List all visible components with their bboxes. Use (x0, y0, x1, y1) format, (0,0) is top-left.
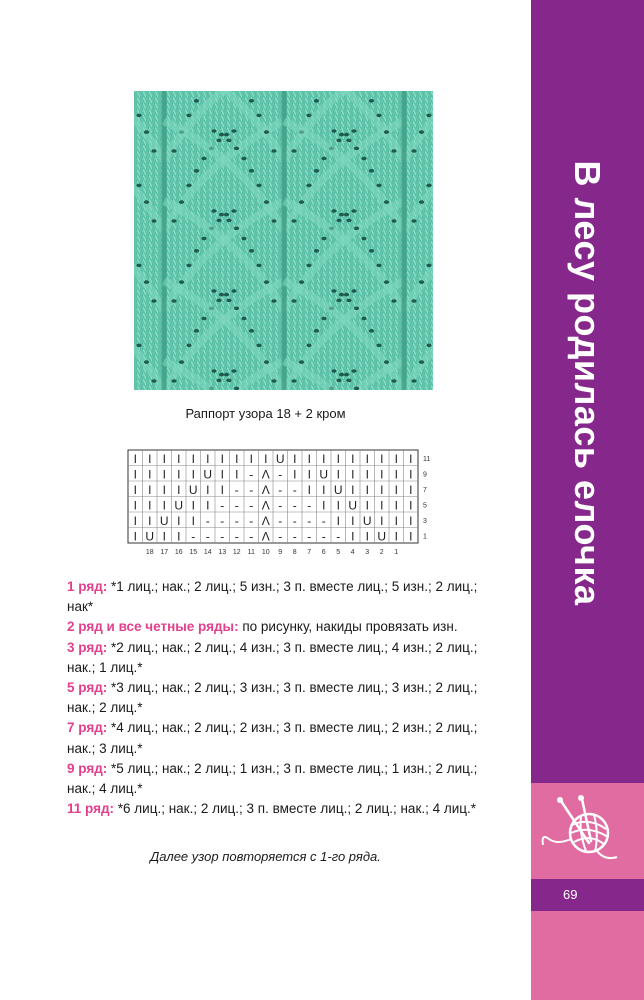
yarn-over-stitch: U (377, 529, 387, 544)
purl-stitch: - (292, 498, 297, 513)
knit-three-together-stitch: Λ (261, 498, 270, 513)
row-instruction: 7 ряд: *4 лиц.; нак.; 2 лиц.; 2 изн.; 3 п. вместе лиц.; 2 изн.; 2 лиц.; нак.; 3 лиц.* (67, 720, 478, 756)
knit-stitch: I (220, 467, 224, 482)
sidebar-title-band (531, 0, 644, 783)
knit-stitch: I (394, 451, 398, 466)
knit-stitch: I (351, 451, 355, 466)
knit-stitch: I (162, 529, 166, 544)
knit-stitch: I (191, 467, 195, 482)
row-instruction: 9 ряд: *5 лиц.; нак.; 2 лиц.; 1 изн.; 3 п. вместе лиц.; 1 изн.; 2 лиц.; нак.; 4 лиц.* (67, 760, 478, 797)
knit-stitch: I (365, 529, 369, 544)
knit-stitch: I (307, 467, 311, 482)
knit-stitch: I (133, 467, 137, 482)
knit-stitch: I (177, 451, 181, 466)
knit-stitch: I (351, 529, 355, 544)
knit-stitch: I (322, 498, 326, 513)
column-number: 13 (218, 549, 227, 556)
purl-stitch: - (307, 513, 312, 528)
knit-stitch: I (409, 482, 413, 497)
purl-stitch: - (249, 513, 254, 528)
column-number: 12 (232, 549, 241, 556)
yarn-over-stitch: U (362, 513, 372, 528)
row-number: 1 (423, 533, 427, 541)
yarn-over-stitch: U (275, 451, 285, 466)
knit-stitch: I (409, 529, 413, 544)
purl-stitch: - (278, 498, 283, 513)
knit-stitch: I (394, 513, 398, 528)
knit-stitch: I (293, 467, 297, 482)
purl-stitch: - (292, 513, 297, 528)
knit-stitch: I (133, 529, 137, 544)
purl-stitch: - (292, 482, 297, 497)
knit-stitch: I (394, 529, 398, 544)
page-number: 69 (531, 879, 644, 911)
purl-stitch: - (292, 529, 297, 544)
purl-stitch: - (249, 482, 254, 497)
knit-stitch: I (133, 498, 137, 513)
knit-stitch: I (148, 513, 152, 528)
knit-stitch: I (177, 482, 181, 497)
knit-stitch: I (394, 482, 398, 497)
knit-stitch: I (162, 498, 166, 513)
yarn-over-stitch: U (333, 482, 343, 497)
row-instruction: 3 ряд: *2 лиц.; нак.; 2 лиц.; 4 изн.; 3 п. вместе лиц.; 4 изн.; 2 лиц.; нак.; 1 лиц.* (67, 639, 478, 675)
knit-stitch: I (133, 513, 137, 528)
knit-stitch: I (148, 451, 152, 466)
row-instruction: 2 ряд и все четные ряды: по рисунку, накиды провязать изн. (67, 619, 458, 635)
yarn-over-stitch: U (145, 529, 155, 544)
knit-stitch: I (380, 513, 384, 528)
knit-stitch: I (336, 498, 340, 513)
knit-stitch: I (206, 482, 210, 497)
knit-stitch: I (351, 513, 355, 528)
row-instruction: 11 ряд: *6 лиц.; нак.; 2 лиц.; 3 п. вместе лиц.; 2 лиц.; нак.; 4 лиц.* (67, 801, 477, 817)
knit-stitch: I (191, 498, 195, 513)
sidebar (531, 0, 644, 1000)
purl-stitch: - (234, 529, 239, 544)
knit-stitch: I (394, 498, 398, 513)
purl-stitch: - (278, 467, 283, 482)
knit-stitch: I (191, 513, 195, 528)
purl-stitch: - (234, 513, 239, 528)
knit-stitch: I (365, 498, 369, 513)
purl-stitch: - (205, 513, 210, 528)
purl-stitch: - (321, 529, 326, 544)
column-number: 4 (350, 549, 355, 556)
knitting-chart (124, 447, 436, 565)
knit-three-together-stitch: Λ (261, 467, 270, 482)
knit-stitch: I (162, 467, 166, 482)
row-instruction: 5 ряд: *3 лиц.; нак.; 2 лиц.; 3 изн.; 3 п. вместе лиц.; 3 изн.; 2 лиц.; нак.; 2 лиц.* (67, 680, 478, 716)
yarn-over-stitch: U (203, 467, 213, 482)
knit-stitch: I (307, 451, 311, 466)
purl-stitch: - (278, 529, 283, 544)
column-number: 11 (247, 549, 255, 556)
row-number: 3 (423, 517, 427, 525)
column-number: 8 (292, 549, 297, 556)
purl-stitch: - (336, 529, 341, 544)
purl-stitch: - (321, 513, 326, 528)
knit-stitch: I (365, 482, 369, 497)
purl-stitch: - (205, 529, 210, 544)
knit-stitch: I (365, 451, 369, 466)
purl-stitch: - (191, 529, 196, 544)
knit-stitch: I (380, 498, 384, 513)
knit-stitch: I (220, 482, 224, 497)
knit-stitch: I (191, 451, 195, 466)
page-title: В лесу родилась елочка (567, 160, 608, 606)
knit-stitch: I (336, 451, 340, 466)
purl-stitch: - (220, 513, 225, 528)
row-number: 5 (423, 502, 427, 510)
knit-stitch: I (264, 451, 268, 466)
column-number: 14 (203, 549, 212, 556)
knit-stitch: I (148, 467, 152, 482)
column-number: 6 (321, 549, 326, 556)
knit-stitch: I (235, 467, 239, 482)
purl-stitch: - (249, 529, 254, 544)
column-number: 2 (379, 549, 384, 556)
column-number: 17 (160, 549, 169, 556)
purl-stitch: - (307, 498, 312, 513)
purl-stitch: - (234, 482, 239, 497)
knit-stitch: I (133, 482, 137, 497)
knit-stitch: I (380, 467, 384, 482)
knit-stitch: I (177, 467, 181, 482)
purl-stitch: - (249, 498, 254, 513)
knit-stitch: I (293, 451, 297, 466)
knit-stitch: I (235, 451, 239, 466)
column-number: 1 (394, 549, 399, 556)
row-number: 7 (423, 486, 427, 494)
knit-stitch: I (351, 482, 355, 497)
yarn-over-stitch: U (188, 482, 198, 497)
knit-stitch: I (394, 467, 398, 482)
column-number: 16 (174, 549, 183, 556)
knit-three-together-stitch: Λ (261, 513, 270, 528)
purl-stitch: - (220, 529, 225, 544)
knit-stitch: I (380, 482, 384, 497)
knit-stitch: I (249, 451, 253, 466)
row-instruction: 1 ряд: *1 лиц.; нак.; 2 лиц.; 5 изн.; 3 п. вместе лиц.; 5 изн.; 2 лиц.; нак* (67, 579, 478, 615)
knit-stitch: I (162, 482, 166, 497)
knit-stitch: I (133, 451, 137, 466)
knitting-sample-photo (134, 91, 433, 390)
knit-stitch: I (162, 451, 166, 466)
knit-stitch: I (322, 482, 326, 497)
knit-stitch: I (206, 451, 210, 466)
knit-three-together-stitch: Λ (261, 529, 270, 544)
knit-stitch: I (220, 451, 224, 466)
column-number: 15 (189, 549, 198, 556)
purl-stitch: - (307, 529, 312, 544)
purl-stitch: - (278, 482, 283, 497)
knit-stitch: I (336, 513, 340, 528)
knit-stitch: I (351, 467, 355, 482)
purl-stitch: - (234, 498, 239, 513)
knit-stitch: I (177, 529, 181, 544)
column-number: 18 (145, 549, 154, 556)
knit-stitch: I (336, 467, 340, 482)
column-number: 10 (261, 549, 270, 556)
column-number: 3 (365, 549, 370, 556)
repeat-note: Далее узор повторяется с 1-го ряда. (150, 849, 381, 864)
knit-stitch: I (148, 482, 152, 497)
purl-stitch: - (220, 498, 225, 513)
yarn-over-stitch: U (174, 498, 184, 513)
knit-stitch: I (307, 482, 311, 497)
column-number: 9 (278, 549, 283, 556)
knit-stitch: I (409, 498, 413, 513)
knit-stitch: I (322, 451, 326, 466)
yarn-over-stitch: U (348, 498, 358, 513)
purl-stitch: - (278, 513, 283, 528)
column-number: 5 (336, 549, 341, 556)
knit-stitch: I (380, 451, 384, 466)
purl-stitch: - (249, 467, 254, 482)
knit-stitch: I (177, 513, 181, 528)
yarn-over-stitch: U (159, 513, 169, 528)
column-number: 7 (307, 549, 312, 556)
knit-stitch: I (409, 467, 413, 482)
knit-stitch: I (365, 467, 369, 482)
row-number: 11 (423, 455, 431, 463)
knit-stitch: I (206, 498, 210, 513)
row-instructions (67, 577, 507, 819)
yarn-over-stitch: U (319, 467, 329, 482)
knit-stitch: I (409, 451, 413, 466)
knit-three-together-stitch: Λ (261, 482, 270, 497)
pattern-repeat-caption: Раппорт узора 18 + 2 кром (185, 406, 346, 421)
yarn-ball-with-needles-icon (539, 795, 629, 865)
row-number: 9 (423, 471, 427, 479)
knit-stitch: I (148, 498, 152, 513)
knit-stitch: I (409, 513, 413, 528)
